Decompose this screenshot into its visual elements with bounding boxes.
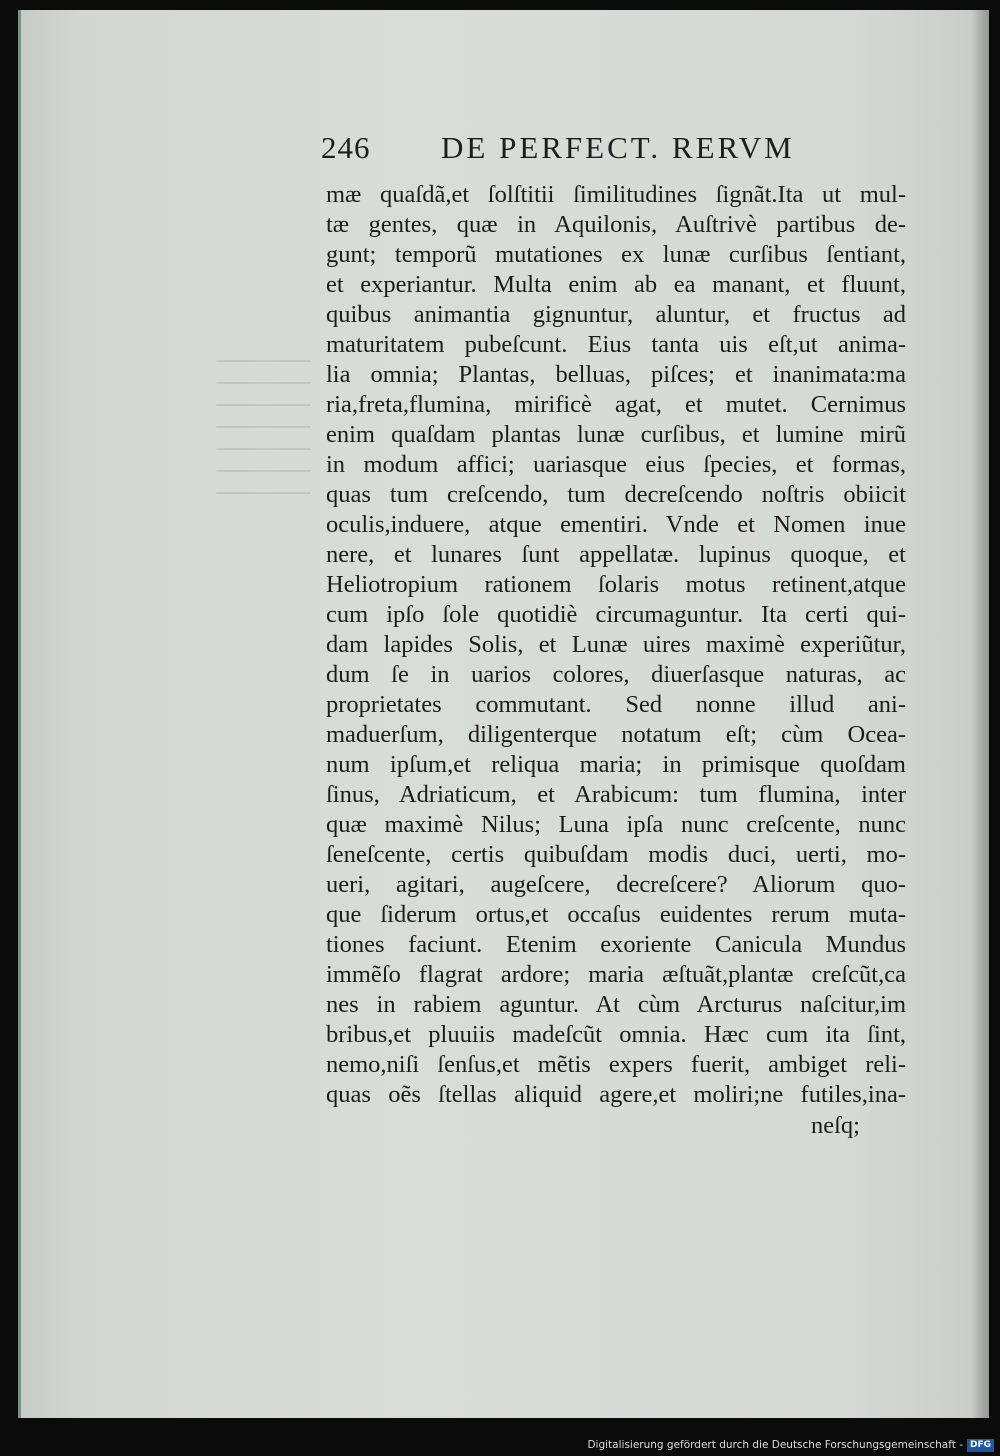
text-line: et experiantur. Multa enim ab ea manant, et fluunt,	[326, 271, 906, 298]
text-line: bribus,et pluuiis madeſcũt omnia. Hæc cum ita ſint,	[326, 1021, 906, 1048]
text-line: quas tum creſcendo, tum decreſcendo noſtris obiicit	[326, 481, 906, 508]
text-line: maturitatem pubeſcunt. Eius tanta uis eſt,ut anima-	[326, 331, 906, 358]
body-text	[326, 180, 906, 1110]
text-line: ſeneſcente, certis quibuſdam modis duci, uerti, mo-	[326, 841, 906, 868]
text-line: que ſiderum ortus,et occaſus euidentes rerum muta-	[326, 901, 906, 928]
text-line: dam lapides Solis, et Lunæ uires maximè experiũtur,	[326, 631, 906, 658]
text-line: ria,freta,flumina, mirificè agat, et mutet. Cernimus	[326, 391, 906, 418]
text-line: mæ quaſdã,et ſolſtitii ſimilitudines ſignãt.Ita ut mul-	[326, 181, 906, 208]
text-line: dum ſe in uarios colores, diuerſasque naturas, ac	[326, 661, 906, 688]
text-line: immẽſo flagrat ardore; maria æſtuãt,plantæ creſcũt,ca	[326, 961, 906, 988]
text-line: nere, et lunares ſunt appellatæ. lupinus quoque, et	[326, 541, 906, 568]
text-line: gunt; temporũ mutationes ex lunæ curſibus ſentiant,	[326, 241, 906, 268]
credit-text: Digitalisierung gefördert durch die Deutsche Forschungsgemeinschaft -	[587, 1439, 963, 1451]
text-line: tæ gentes, quæ in Aquilonis, Auſtrivè partibus de-	[326, 211, 906, 238]
text-line: lia omnia; Plantas, belluas, piſces; et inanimata:ma	[326, 361, 906, 388]
digitization-credit	[587, 1437, 994, 1453]
bleed-through-marks	[216, 340, 311, 570]
text-line: quibus animantia gignuntur, aluntur, et fructus ad	[326, 301, 906, 328]
text-line: nes in rabiem aguntur. At cùm Arcturus naſcitur,im	[326, 991, 906, 1018]
text-line: ſinus, Adriaticum, et Arabicum: tum flumina, inter	[326, 781, 906, 808]
text-line: oculis,induere, atque ementiri. Vnde et Nomen inue	[326, 511, 906, 538]
text-line: in modum affici; uariasque eius ſpecies, et formas,	[326, 451, 906, 478]
page-number: 246	[321, 130, 371, 165]
text-line: quæ maximè Nilus; Luna ipſa nunc creſcente, nunc	[326, 811, 906, 838]
catchword: neſq;	[811, 1112, 860, 1139]
text-line: nemo,niſi ſenſus,et mẽtis expers fuerit, ambiget reli-	[326, 1051, 906, 1078]
dfg-logo-icon: DFG	[967, 1439, 994, 1452]
book-page	[18, 10, 989, 1418]
text-line: proprietates commutant. Sed nonne illud ani-	[326, 691, 906, 718]
text-line: enim quaſdam plantas lunæ curſibus, et lumine mirũ	[326, 421, 906, 448]
text-line: tiones faciunt. Etenim exoriente Canicula Mundus	[326, 931, 906, 958]
running-head	[321, 130, 841, 166]
page-edge-shadow	[971, 10, 989, 1418]
text-line: ueri, agitari, augeſcere, decreſcere? Aliorum quo-	[326, 871, 906, 898]
text-line: cum ipſo ſole quotidiè circumaguntur. Ita certi qui-	[326, 601, 906, 628]
text-line: maduerſum, diligenterque notatum eſt; cùm Ocea-	[326, 721, 906, 748]
text-line: num ipſum,et reliqua maria; in primisque quoſdam	[326, 751, 906, 778]
text-line: quas oẽs ſtellas aliquid agere,et moliri;ne futiles,ina-	[326, 1081, 906, 1108]
running-title: DE PERFECT. RERVM	[441, 130, 795, 165]
text-line: Heliotropium rationem ſolaris motus retinent,atque	[326, 571, 906, 598]
